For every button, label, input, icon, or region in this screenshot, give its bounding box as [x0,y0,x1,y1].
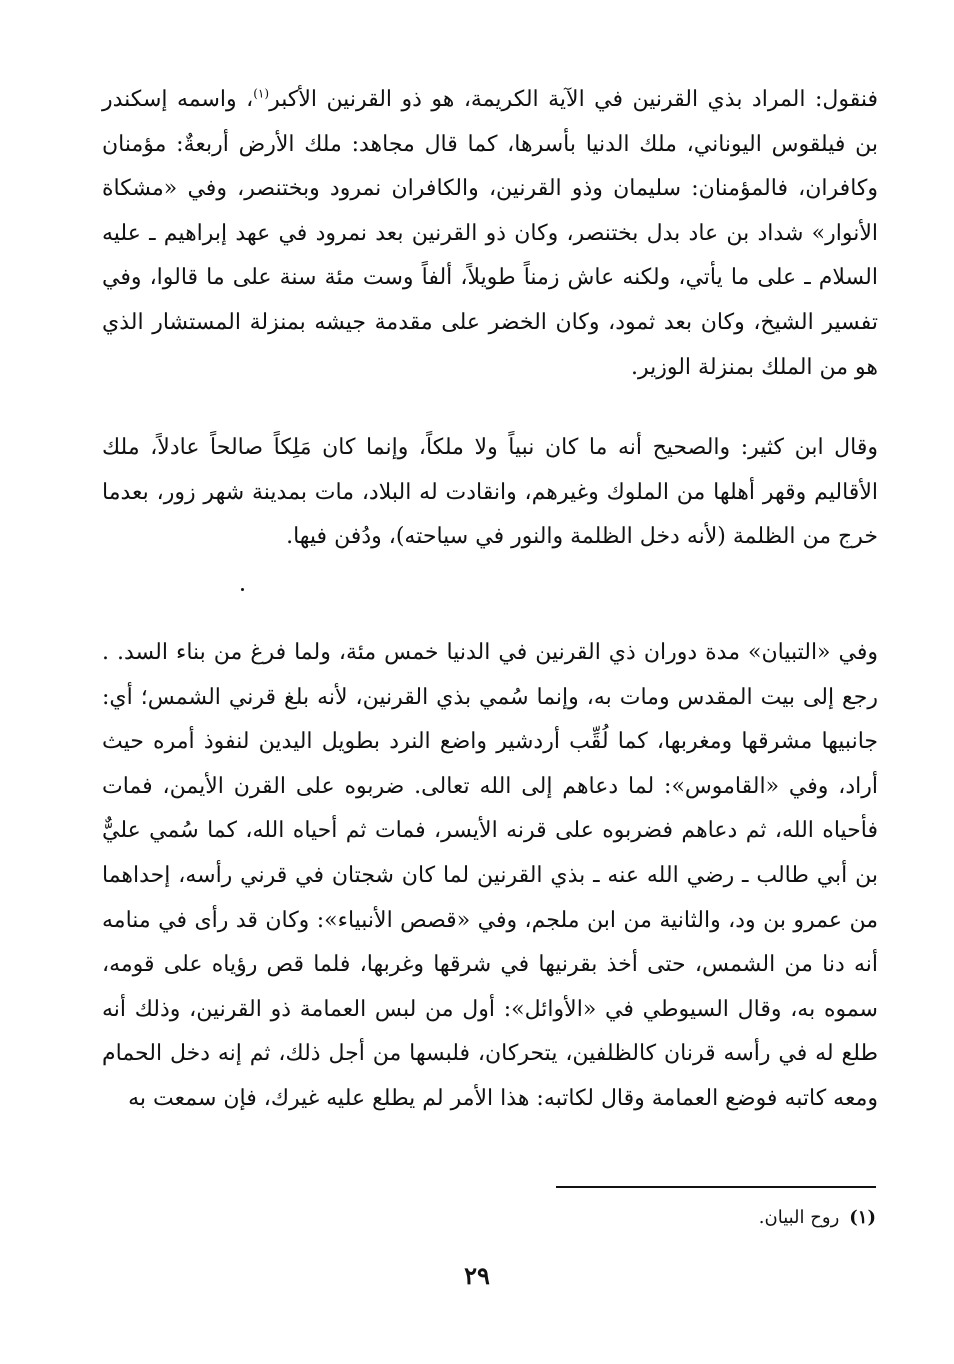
footnote-text: روح البيان. [758,1207,840,1228]
paragraph-3: وفي «التبيان» مدة دوران ذي القرنين في الدنيا خمس مئة، ولما فرغ من بناء السد. . رجع إلى بيت المقدس ومات به، وإنما سُمي بذي القرنين، لأنه بلغ قرني الشمس؛ أي: جانبيها مشرقها ومغربها، كما لُقِّب أردشير واضع النرد بطويل اليدين لنفوذ أمره حيث أراد، وفي «القاموس»: لما دعاهم إلى الله تعالى. ضربوه على القرن الأيمن، فمات فأحياه الله، ثم دعاهم فضربوه على قرنه الأيسر، فمات ثم أحياه الله، كما سُمي عليٌّ بن أبي طالب ـ رضي الله عنه ـ بذي القرنين لما كان شجتان في قرني رأسه، إحداهما من عمرو بن ود، والثانية من ابن ملجم، وفي «قصص الأنبياء»: وكان قد رأى في منامه أنه دنا من الشمس، حتى أخذ بقرنيها في شرقها وغربها، فلما قص رؤياه على قومه، سموه به، وقال السيوطي في «الأوائل»: أول من لبس العمامة ذو القرنين، وذلك أنه طلع له في رأسه قرنان كالظلفين، يتحركان، فلبسها من أجل ذلك، ثم إنه دخل الحمام ومعه كاتبه فوضع العمامة وقال لكاتبه: هذا الأمر لم يطلع عليه غيرك، فإن سمعت به [102,640,878,1111]
page-number: ٢٩ [464,1261,490,1290]
stray-dot [241,588,244,591]
footnote-divider [556,1186,876,1188]
paragraph-1-text-start: فنقول: المراد بذي القرنين في الآية الكريمة، هو ذو القرنين الأكبر [269,87,879,112]
paragraph-1 [102,78,878,390]
footnote [759,1203,876,1233]
paragraph-1-text-end: ، واسمه إسكندر بن فيلقوس اليوناني، ملك الدنيا بأسرها، كما قال مجاهد: ملك الأرض أربعةٌ: مؤمنان وكافران، فالمؤمنان: سليمان وذو القرنين، والكافران نمرود وبختنصر، وفي «مشكاة الأنوار» شداد بن عاد بدل بختنصر، وكان ذو القرنين بعد نمرود في عهد إبراهيم ـ عليه السلام ـ على ما يأتي، ولكنه عاش زمناً طويلاً، ألفاً وست مئة سنة على ما قالوا، وفي تفسير الشيخ، وكان بعد ثمود، وكان الخضر على مقدمة جيشه بمنزلة المستشار الذي هو من الملك بمنزلة الوزير. [102,87,878,380]
footnote-number: (١) [849,1207,876,1228]
footnote-reference[interactable]: (١) [253,86,270,101]
paragraph-2: وقال ابن كثير: والصحيح أنه ما كان نبياً ولا ملكاً، وإنما كان مَلِكاً صالحاً عادلاً، ملك الأقاليم وقهر أهلها من الملوك وغيرهم، وانقادت له البلاد، مات بمدينة شهر زور، بعدما خرج من الظلمة (لأنه دخل الظلمة والنور في سياحته)، ودُفن فيها. [102,435,878,550]
